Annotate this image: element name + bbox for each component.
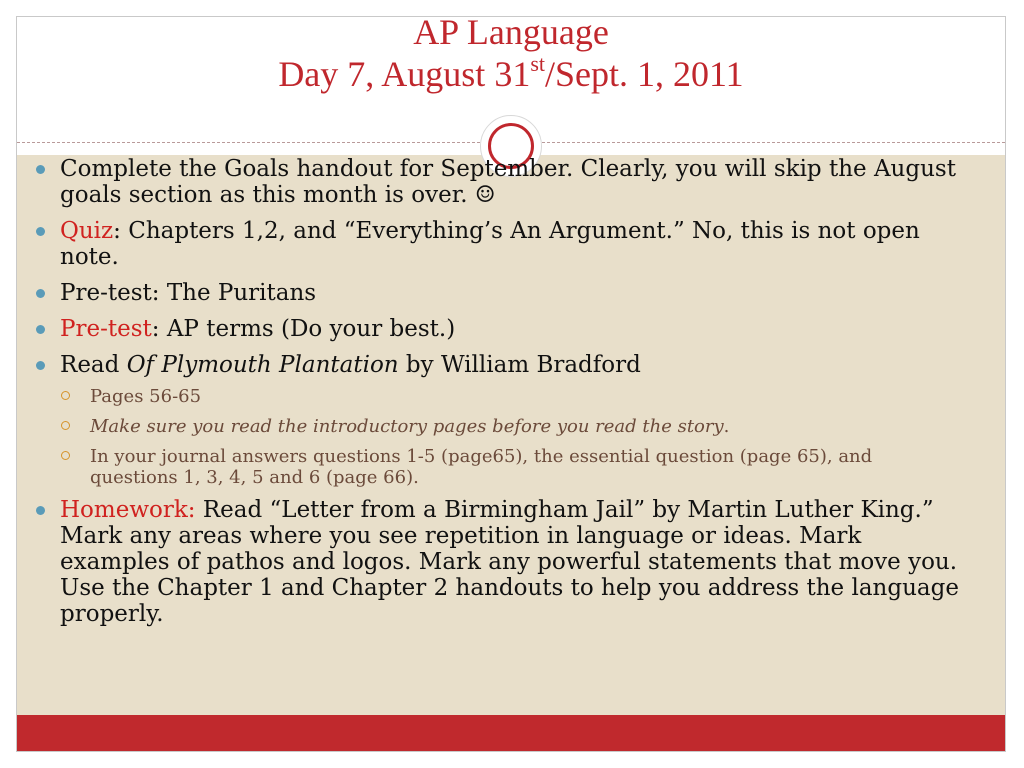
bullet-dot-icon [36,165,45,174]
list-item [34,218,964,270]
sub-bullet-text-end: . [723,416,730,437]
bullet-label: Pre-test [60,316,152,342]
sub-list-item [34,446,964,488]
footer-bar [17,715,1005,751]
book-title: Of Plymouth Plantation [126,352,399,378]
bullet-dot-icon [36,227,45,236]
list-item [34,497,964,627]
list-item [34,352,964,378]
bullet-dot-icon [36,289,45,298]
bullet-text: Pre-test: The Puritans [60,280,317,306]
bullet-text: Read [60,352,127,378]
list-item [34,316,964,342]
bullet-text: : Chapters 1,2, and “Everything’s An Argument.” No, this is not open note. [60,218,920,270]
sub-bullet-ring-icon [61,451,70,460]
sub-list-item [34,416,964,437]
bullet-dot-icon [36,325,45,334]
title-line-2 [17,53,1005,95]
bullet-label: Quiz [60,218,114,244]
bullet-dot-icon [36,506,45,515]
bullet-list [34,156,964,637]
title-line-1: AP Language [413,16,609,52]
sub-bullet-ring-icon [61,421,70,430]
bullet-text: : AP terms (Do your best.) [151,316,456,342]
bullet-text: Complete the Goals handout for September. Clearly, you will skip the August goals section as this month is over. ☺ [60,156,956,208]
homework-text: Read “Letter from a Birmingham Jail” by Martin Luther King.” Mark any areas where you see repetition in language or ideas. Mark examples of pathos and logos. Mark any powerful statements that move you. Use the Chapter 1 and Chapter 2 handouts to help you address the language properly. [60,497,959,627]
title-superscript: st [530,51,545,76]
slide-title [17,16,1005,95]
title-line-2-main: Day 7, August 31 [278,54,531,94]
sub-bullet-text: Pages 56-65 [90,386,202,407]
bullet-dot-icon [36,361,45,370]
sub-bullet-ring-icon [61,391,70,400]
list-item [34,280,964,306]
sub-list-item [34,386,964,407]
list-item [34,156,964,208]
sub-bullet-text: Make sure you read the introductory pages before you read the story [90,416,724,437]
title-line-2-end: /Sept. 1, 2011 [545,54,744,94]
homework-label: Homework: [60,497,196,523]
bullet-text-end: by William Bradford [398,352,641,378]
sub-bullet-text: In your journal answers questions 1-5 (page65), the essential question (page 65), and questions 1, 3, 4, 5 and 6 (page 66). [90,446,873,488]
